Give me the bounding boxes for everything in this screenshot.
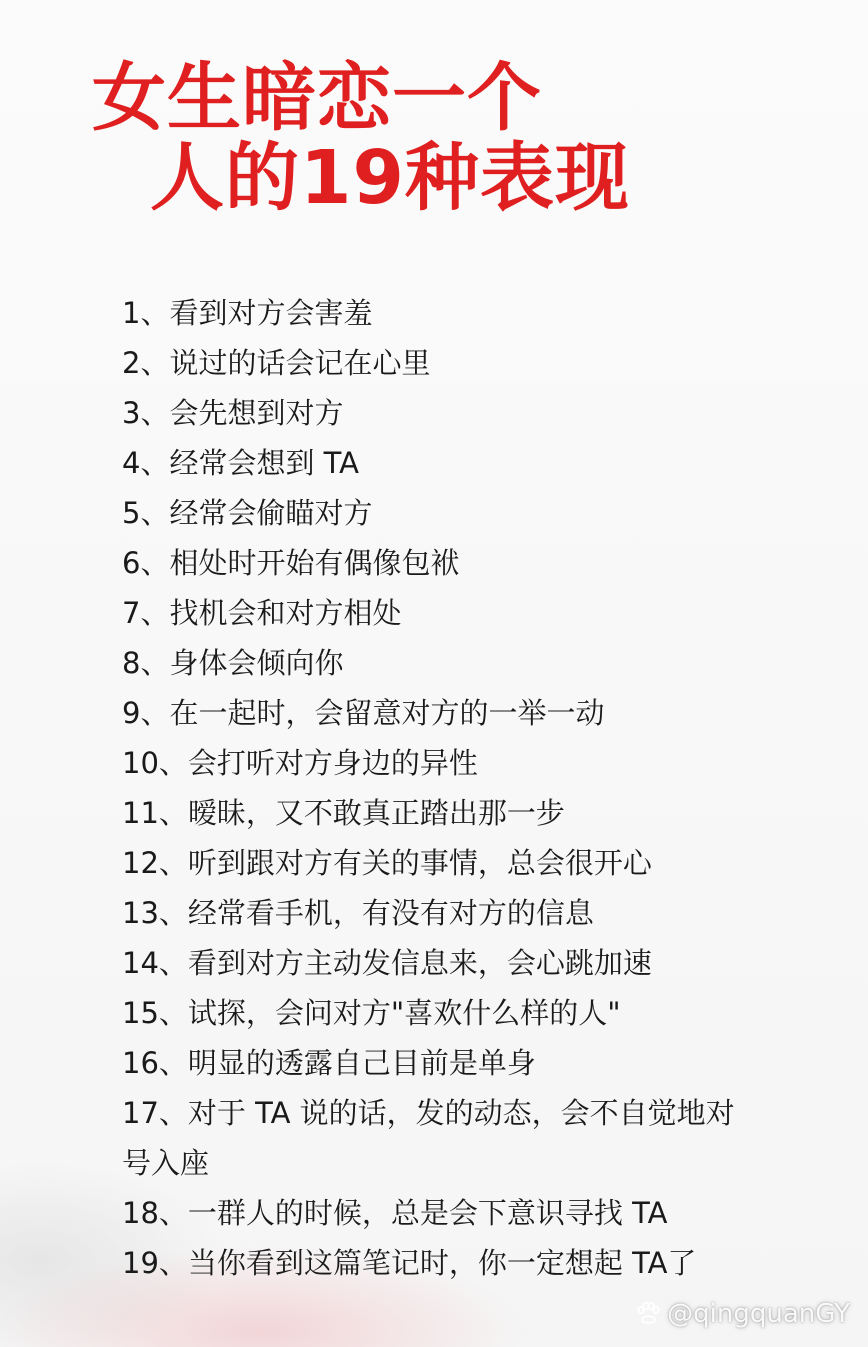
list-item-4: 4、经常会想到 TA [122, 446, 359, 480]
list-item-8: 8、身体会倾向你 [122, 646, 344, 680]
list-item-19: 19、当你看到这篇笔记时，你一定想起 TA了 [122, 1246, 697, 1280]
list-item-15: 15、试探，会问对方"喜欢什么样的人" [122, 996, 621, 1030]
watermark [635, 1299, 850, 1329]
list-item-11: 11、暧昧，又不敢真正踏出那一步 [122, 796, 565, 830]
behavior-list [122, 288, 772, 1288]
list-item-7: 7、找机会和对方相处 [122, 596, 402, 630]
list-item-17: 17、对于 TA 说的话，发的动态，会不自觉地对号入座 [122, 1096, 735, 1180]
title-line-2: 人的19种表现 [150, 135, 630, 221]
title-line-1: 女生暗恋一个 [92, 55, 542, 141]
list-item-10: 10、会打听对方身边的异性 [122, 746, 478, 780]
list-item-18: 18、一群人的时候，总是会下意识寻找 TA [122, 1196, 668, 1230]
list-item-3: 3、会先想到对方 [122, 396, 344, 430]
list-item-12: 12、听到跟对方有关的事情，总会很开心 [122, 846, 652, 880]
list-item-2: 2、说过的话会记在心里 [122, 346, 431, 380]
list-item-13: 13、经常看手机，有没有对方的信息 [122, 896, 594, 930]
list-item-16: 16、明显的透露自己目前是单身 [122, 1046, 536, 1080]
watermark-handle: @qingquanGY [667, 1299, 850, 1329]
paw-icon [635, 1301, 661, 1327]
list-item-14: 14、看到对方主动发信息来，会心跳加速 [122, 946, 652, 980]
list-item-9: 9、在一起时，会留意对方的一举一动 [122, 696, 605, 730]
list-item-6: 6、相处时开始有偶像包袱 [122, 546, 460, 580]
list-item-1: 1、看到对方会害羞 [122, 296, 373, 330]
list-item-5: 5、经常会偷瞄对方 [122, 496, 373, 530]
